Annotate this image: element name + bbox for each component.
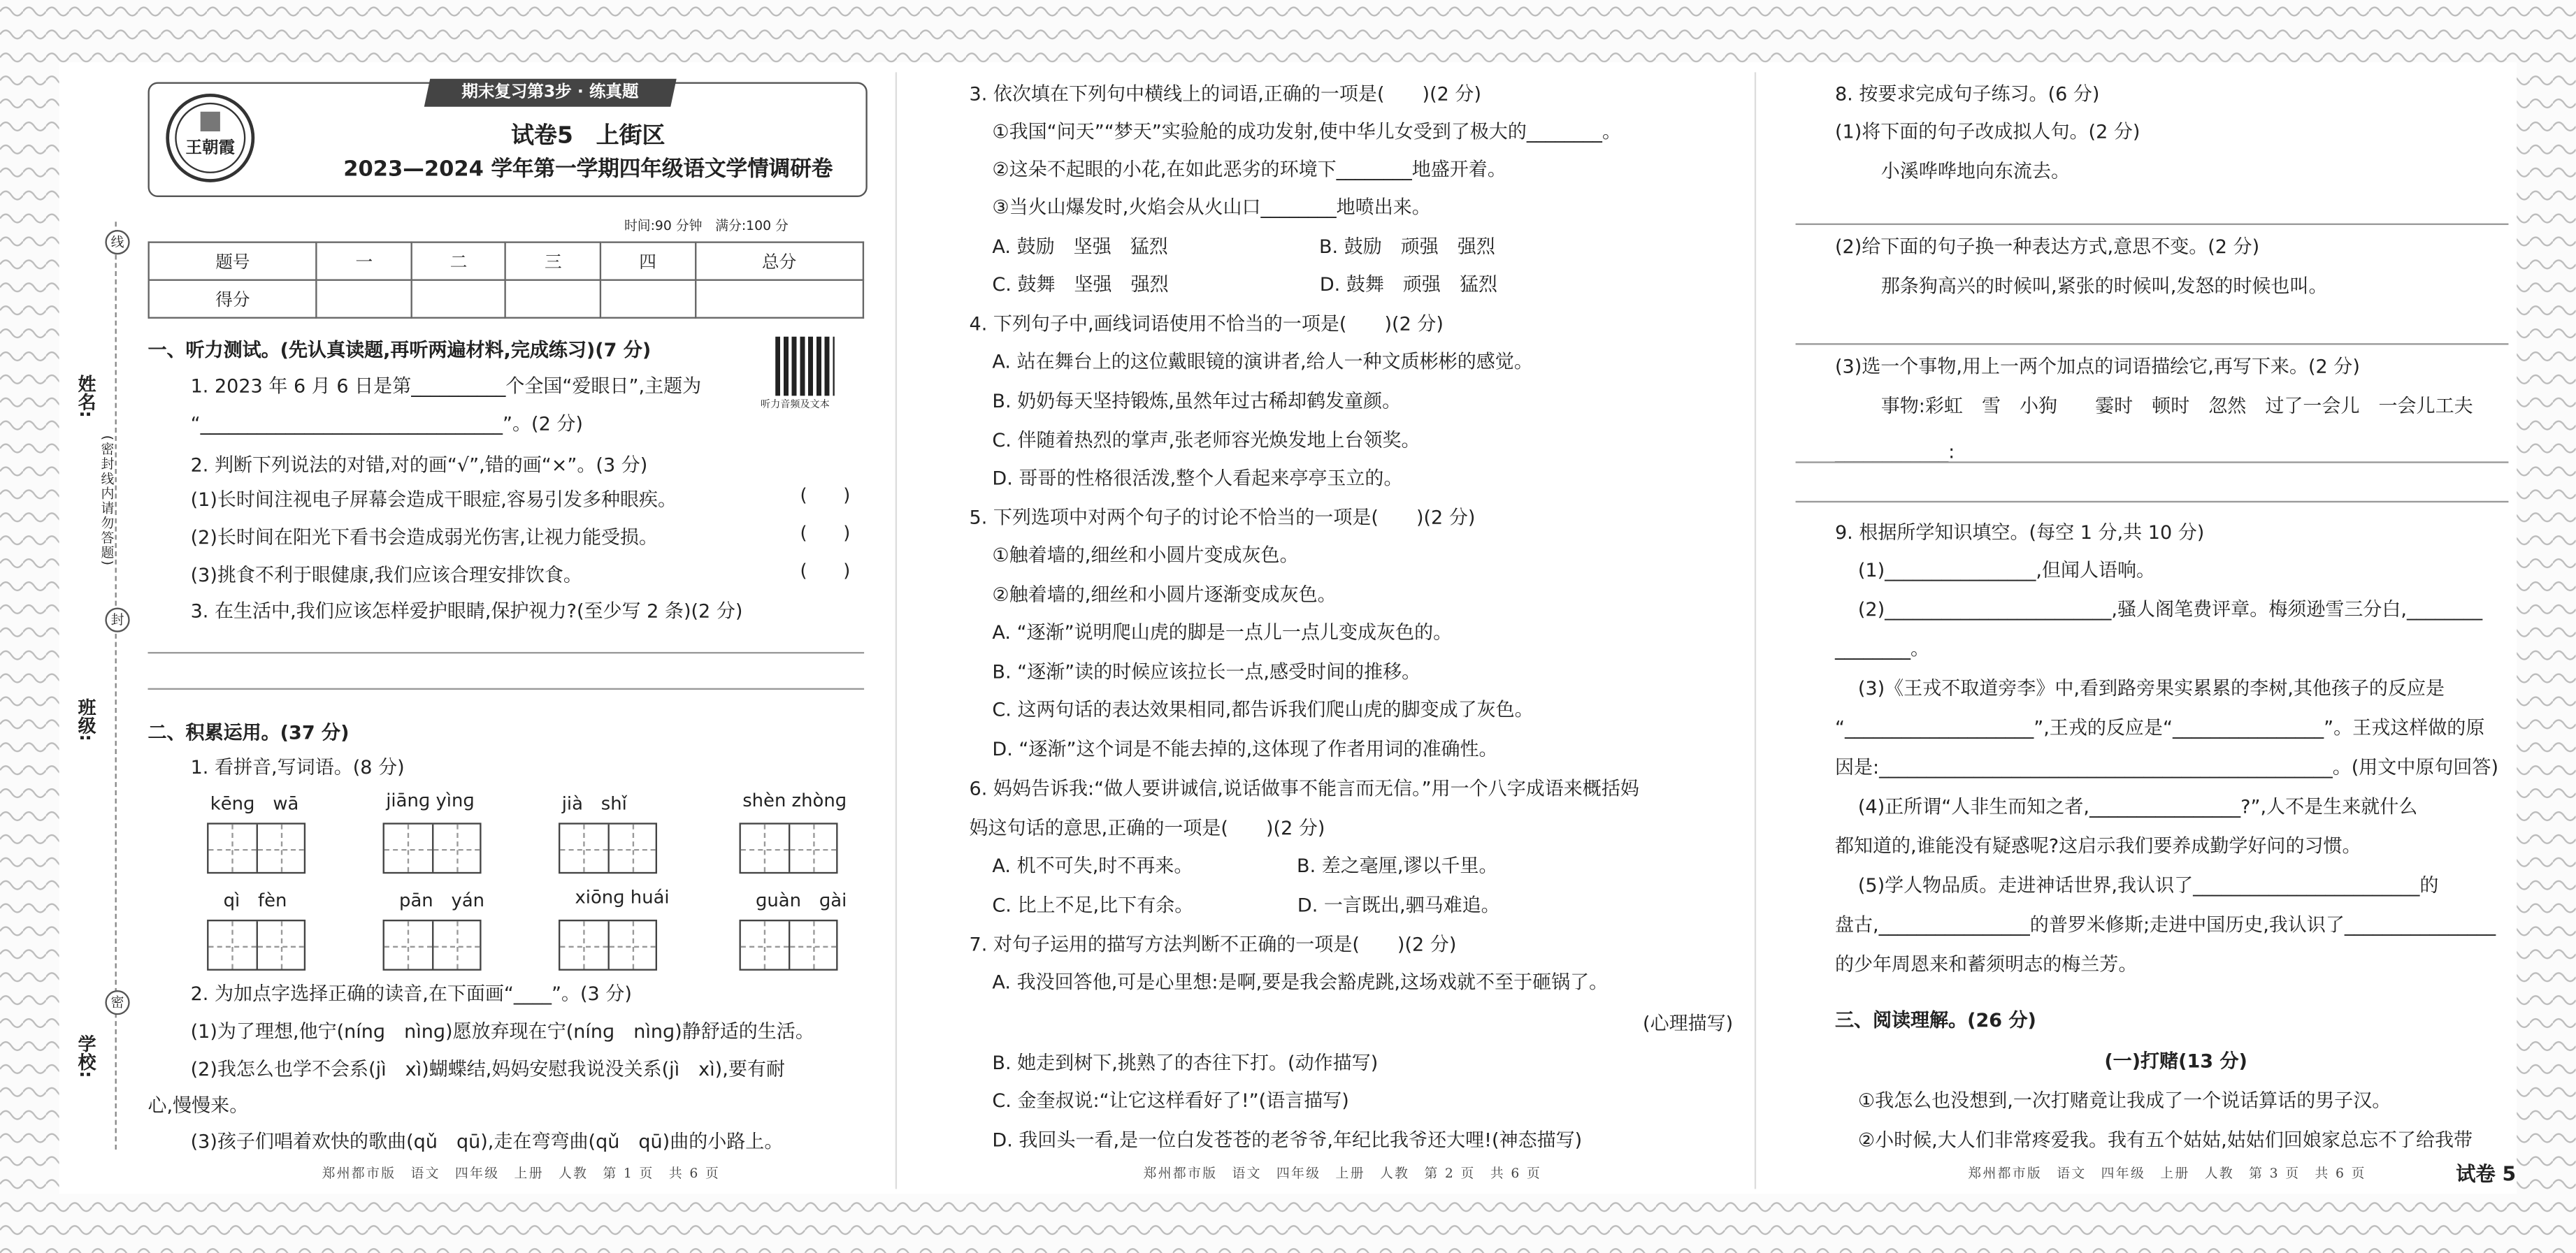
text-line: 那条狗高兴的时候叫,紧张的时候叫,发怒的时候也叫。: [1880, 274, 2328, 298]
text-line: “________________________________”。(2 分): [190, 412, 583, 435]
text-line: (3)挑食不利于眼健康,我们应该合理安排饮食。: [190, 563, 582, 586]
footer-page-1: 郑州都市版 语文 四年级 上册 人教 第 1 页 共 6 页: [322, 1166, 721, 1181]
text-line: 3. 依次填在下列句中横线上的词语,正确的一项是( )(2 分): [969, 82, 1482, 106]
paper-title: 试卷5 上街区: [511, 123, 665, 150]
text-line: (3)选一个事物,用上一两个加点的词语描绘它,再写下来。(2 分): [1834, 354, 2360, 378]
text-line: C. 伴随着热烈的掌声,张老师容光焕发地上台领奖。: [992, 428, 1420, 452]
banner-text: 期末复习第3步 · 练真题: [461, 83, 639, 102]
qr-code-icon[interactable]: [775, 337, 835, 396]
answer-line[interactable]: [1796, 461, 2509, 463]
text-line: (1)________________,但闻人语响。: [1857, 558, 2156, 581]
text-line: B. 奶奶每天坚持锻炼,虽然年过古稀却鹤发童颜。: [992, 389, 1402, 412]
text-line: C. 比上不足,比下有余。 D. 一言既出,驷马难追。: [992, 893, 1500, 917]
text-line: (心理描写): [1643, 1011, 1734, 1035]
text-line: (2)长时间在阳光下看书会造成弱光伤害,让视力能受损。: [190, 526, 659, 549]
text-line: 5. 下列选项中对两个句子的讨论不恰当的一项是( )(2 分): [969, 505, 1476, 529]
pinyin-label: xiōnɡ huái: [575, 887, 670, 908]
seal-char: 线: [105, 230, 129, 254]
text-line: (1)将下面的句子改成拟人句。(2 分): [1834, 119, 2140, 143]
text-line: 7. 对句子运用的描写方法判断不正确的一项是( )(2 分): [969, 932, 1457, 956]
text-line: 8. 按要求完成句子练习。(6 分): [1834, 82, 2100, 106]
paper-subtitle: 2023—2024 学年第一学期四年级语文学情调研卷: [343, 157, 833, 182]
pinyin-label: ɡuàn ɡài: [756, 890, 847, 912]
text-line: 妈这句话的意思,正确的一项是( )(2 分): [969, 816, 1325, 839]
brand-logo-icon: [164, 92, 257, 184]
text-line: 因是:________________________________________________。(用文中原句回答): [1834, 755, 2499, 778]
text-line: (1)为了理想,他宁(nínɡ nìnɡ)愿放弃现在宁(nínɡ nìnɡ)静舒适的生活。: [190, 1020, 814, 1043]
text-line: ____________:: [1834, 440, 1955, 463]
character-grid[interactable]: [383, 920, 482, 971]
text-line: (2)________________________,骚人阁笔费评章。梅须逊雪三分白,________: [1857, 597, 2483, 621]
text-line: 盘古,________________的普罗米修斯;走进中国历史,我认识了________________: [1834, 913, 2496, 936]
text-line: D. “逐渐”这个词是不能去掉的,这体现了作者用词的准确性。: [992, 737, 1498, 761]
school-field[interactable]: 学校:: [75, 1034, 97, 1078]
pinyin-label: pān yán: [399, 890, 485, 912]
text-line: A. 我没回答他,可是心里想:是啊,要是我会豁虎跳,这场戏就不至于砸锅了。: [992, 970, 1609, 994]
text-line: ②这朵不起眼的小花,在如此恶劣的环境下________地盛开着。: [992, 157, 1506, 181]
text-line: 2. 为加点字选择正确的读音,在下面画“____”。(3 分): [190, 982, 632, 1006]
judgment-answer-box[interactable]: ( ): [800, 484, 851, 506]
score-cell[interactable]: [600, 280, 695, 318]
pinyin-label: jiānɡ yìnɡ: [386, 790, 475, 811]
text-line: 事物:彩虹 雪 小狗 霎时 顿时 忽然 过了一会儿 一会儿工夫: [1880, 394, 2473, 417]
text-line: 三、阅读理解。(26 分): [1834, 1008, 2036, 1031]
page-divider: [1755, 72, 1756, 1189]
score-header-cell: 四: [600, 242, 695, 280]
text-line: A. 机不可失,时不再来。 B. 差之毫厘,谬以千里。: [992, 854, 1498, 877]
text-line: 1. 看拼音,写词语。(8 分): [190, 755, 405, 778]
text-line: (4)正所谓“人非生而知之者,________________?”,人不是生来就什么: [1857, 795, 2418, 818]
judgment-answer-box[interactable]: ( ): [800, 560, 851, 581]
text-line: C. 金奎叔说:“让它这样看好了!”(语言描写): [992, 1089, 1349, 1112]
text-line: 3. 在生活中,我们应该怎样爱护眼睛,保护视力?(至少写 2 条)(2 分): [190, 599, 743, 623]
score-row-label: 得分: [149, 280, 317, 318]
text-line: 6. 妈妈告诉我:“做人要讲诚信,说话做事不能言而无信。”用一个八字成语来概括妈: [969, 776, 1639, 800]
text-line: 都知道的,谁能没有疑惑呢?这启示我们要养成勤学好问的习惯。: [1834, 834, 2361, 857]
text-line: (3)孩子们唱着欢快的歌曲(qǔ qū),走在弯弯曲(qǔ qū)曲的小路上。: [190, 1129, 784, 1153]
text-line: 1. 2023 年 6 月 6 日是第__________个全国“爱眼日”,主题为: [190, 374, 702, 398]
pinyin-label: kēnɡ wā: [210, 793, 299, 815]
score-header-cell: 一: [317, 242, 411, 280]
character-grid[interactable]: [559, 920, 657, 971]
paper-label: 试卷 5: [2456, 1162, 2517, 1186]
score-table: [147, 241, 864, 318]
text-line: B. 她走到树下,挑熟了的杏往下打。(动作描写): [992, 1051, 1379, 1074]
score-cell[interactable]: [411, 280, 505, 318]
text-line: C. 这两句话的表达效果相同,都告诉我们爬山虎的脚变成了灰色。: [992, 697, 1534, 721]
score-header-cell: 三: [506, 242, 600, 280]
pinyin-label: qì fèn: [223, 890, 287, 912]
pinyin-label: shèn zhònɡ: [742, 790, 847, 811]
text-line: D. 我回头一看,是一位白发苍苍的老爷爷,年纪比我爷还大哩!(神态描写): [992, 1128, 1583, 1152]
text-line: C. 鼓舞 坚强 强烈 D. 鼓舞 顽强 猛烈: [992, 273, 1498, 296]
text-line: 心,慢慢来。: [147, 1094, 249, 1117]
class-field[interactable]: 班级:: [75, 697, 97, 741]
text-line: (1)长时间注视电子屏幕会造成干眼症,容易引发多种眼疾。: [190, 487, 677, 511]
page-divider: [895, 72, 897, 1189]
answer-line[interactable]: [1796, 224, 2509, 225]
text-line: ②触着墙的,细丝和小圆片逐渐变成灰色。: [992, 583, 1337, 607]
score-header-cell: 二: [411, 242, 505, 280]
qr-caption: 听力音频及文本: [761, 399, 830, 411]
score-header-cell: 总分: [695, 242, 863, 280]
answer-line[interactable]: [1796, 343, 2509, 345]
answer-line[interactable]: [147, 652, 864, 653]
text-line: 2. 判断下列说法的对错,对的画“√”,错的画“×”。(3 分): [190, 453, 648, 477]
text-line: “____________________”,王戎的反应是“________________”。王戎这样做的原: [1834, 716, 2485, 739]
text-line: ③当火山爆发时,火焰会从火山口________地喷出来。: [992, 195, 1431, 219]
character-grid[interactable]: [740, 920, 838, 971]
text-line: A. 站在舞台上的这位戴眼镜的演讲者,给人一种文质彬彬的感觉。: [992, 349, 1533, 373]
text-line: (5)学人物品质。走进神话世界,我认识了________________________的: [1857, 874, 2439, 897]
text-line: D. 哥哥的性格很活泼,整个人看起来亭亭玉立的。: [992, 466, 1403, 490]
text-line: ②小时候,大人们非常疼爱我。我有五个姑姑,姑姑们回娘家总忘不了给我带: [1857, 1128, 2473, 1152]
score-cell[interactable]: [317, 280, 411, 318]
text-line: ①触着墙的,细丝和小圆片变成灰色。: [992, 543, 1299, 567]
text-line: 4. 下列句子中,画线词语使用不恰当的一项是( )(2 分): [969, 312, 1444, 335]
text-line: B. “逐渐”读的时候应该拉长一点,感受时间的推移。: [992, 660, 1421, 683]
text-line: 的少年周恩来和蓄须明志的梅兰芳。: [1834, 953, 2138, 976]
text-line: ①我怎么也没想到,一次打赌竟让我成了一个说话算话的男子汉。: [1857, 1089, 2391, 1112]
seal-char: 密: [105, 990, 129, 1015]
text-line: ①我国“问天”“梦天”实验舱的成功发射,使中华儿女受到了极大的________。: [992, 119, 1621, 143]
seal-char: 封: [105, 607, 129, 632]
answer-line[interactable]: [1796, 501, 2509, 502]
character-grid[interactable]: [383, 823, 482, 874]
score-header-cell: 题号: [149, 242, 317, 280]
text-line: (3)《王戎不取道旁李》中,看到路旁果实累累的李树,其他孩子的反应是: [1857, 676, 2445, 700]
svg-text:王朝霞: 王朝霞: [185, 137, 236, 157]
text-line: A. 鼓励 坚强 猛烈 B. 鼓励 顽强 强烈: [992, 235, 1495, 258]
footer-page-2: 郑州都市版 语文 四年级 上册 人教 第 2 页 共 6 页: [1143, 1166, 1542, 1181]
text-line: ________。: [1834, 637, 1930, 660]
banner: [424, 79, 677, 107]
score-cell[interactable]: [506, 280, 600, 318]
text-line: (一)打赌(13 分): [2104, 1049, 2247, 1073]
text-line: 二、积累运用。(37 分): [147, 720, 350, 744]
time-score: 时间:90 分钟 满分:100 分: [624, 218, 789, 233]
text-line: A. “逐渐”说明爬山虎的脚是一点儿一点儿变成灰色的。: [992, 621, 1453, 644]
text-line: (2)我怎么也学不会系(jì xì)蝴蝶结,妈妈安慰我说没关系(jì xì),要有耐: [190, 1057, 785, 1081]
seal-note: (密封线内请勿答题): [100, 435, 115, 567]
text-line: 9. 根据所学知识填空。(每空 1 分,共 10 分): [1834, 520, 2205, 544]
character-grid[interactable]: [207, 920, 305, 971]
judgment-answer-box[interactable]: ( ): [800, 522, 851, 544]
score-cell[interactable]: [695, 280, 863, 318]
character-grid[interactable]: [740, 823, 838, 874]
text-line: 小溪哗哗地向东流去。: [1880, 159, 2070, 182]
footer-page-3: 郑州都市版 语文 四年级 上册 人教 第 3 页 共 6 页: [1968, 1166, 2366, 1181]
character-grid[interactable]: [559, 823, 657, 874]
character-grid[interactable]: [207, 823, 305, 874]
answer-line[interactable]: [147, 688, 864, 690]
name-field[interactable]: 姓名:: [75, 374, 97, 418]
text-line: (2)给下面的句子换一种表达方式,意思不变。(2 分): [1834, 235, 2260, 258]
pinyin-label: jià shǐ: [561, 793, 627, 815]
text-line: 一、听力测试。(先认真读题,再听两遍材料,完成练习)(7 分): [147, 338, 652, 361]
